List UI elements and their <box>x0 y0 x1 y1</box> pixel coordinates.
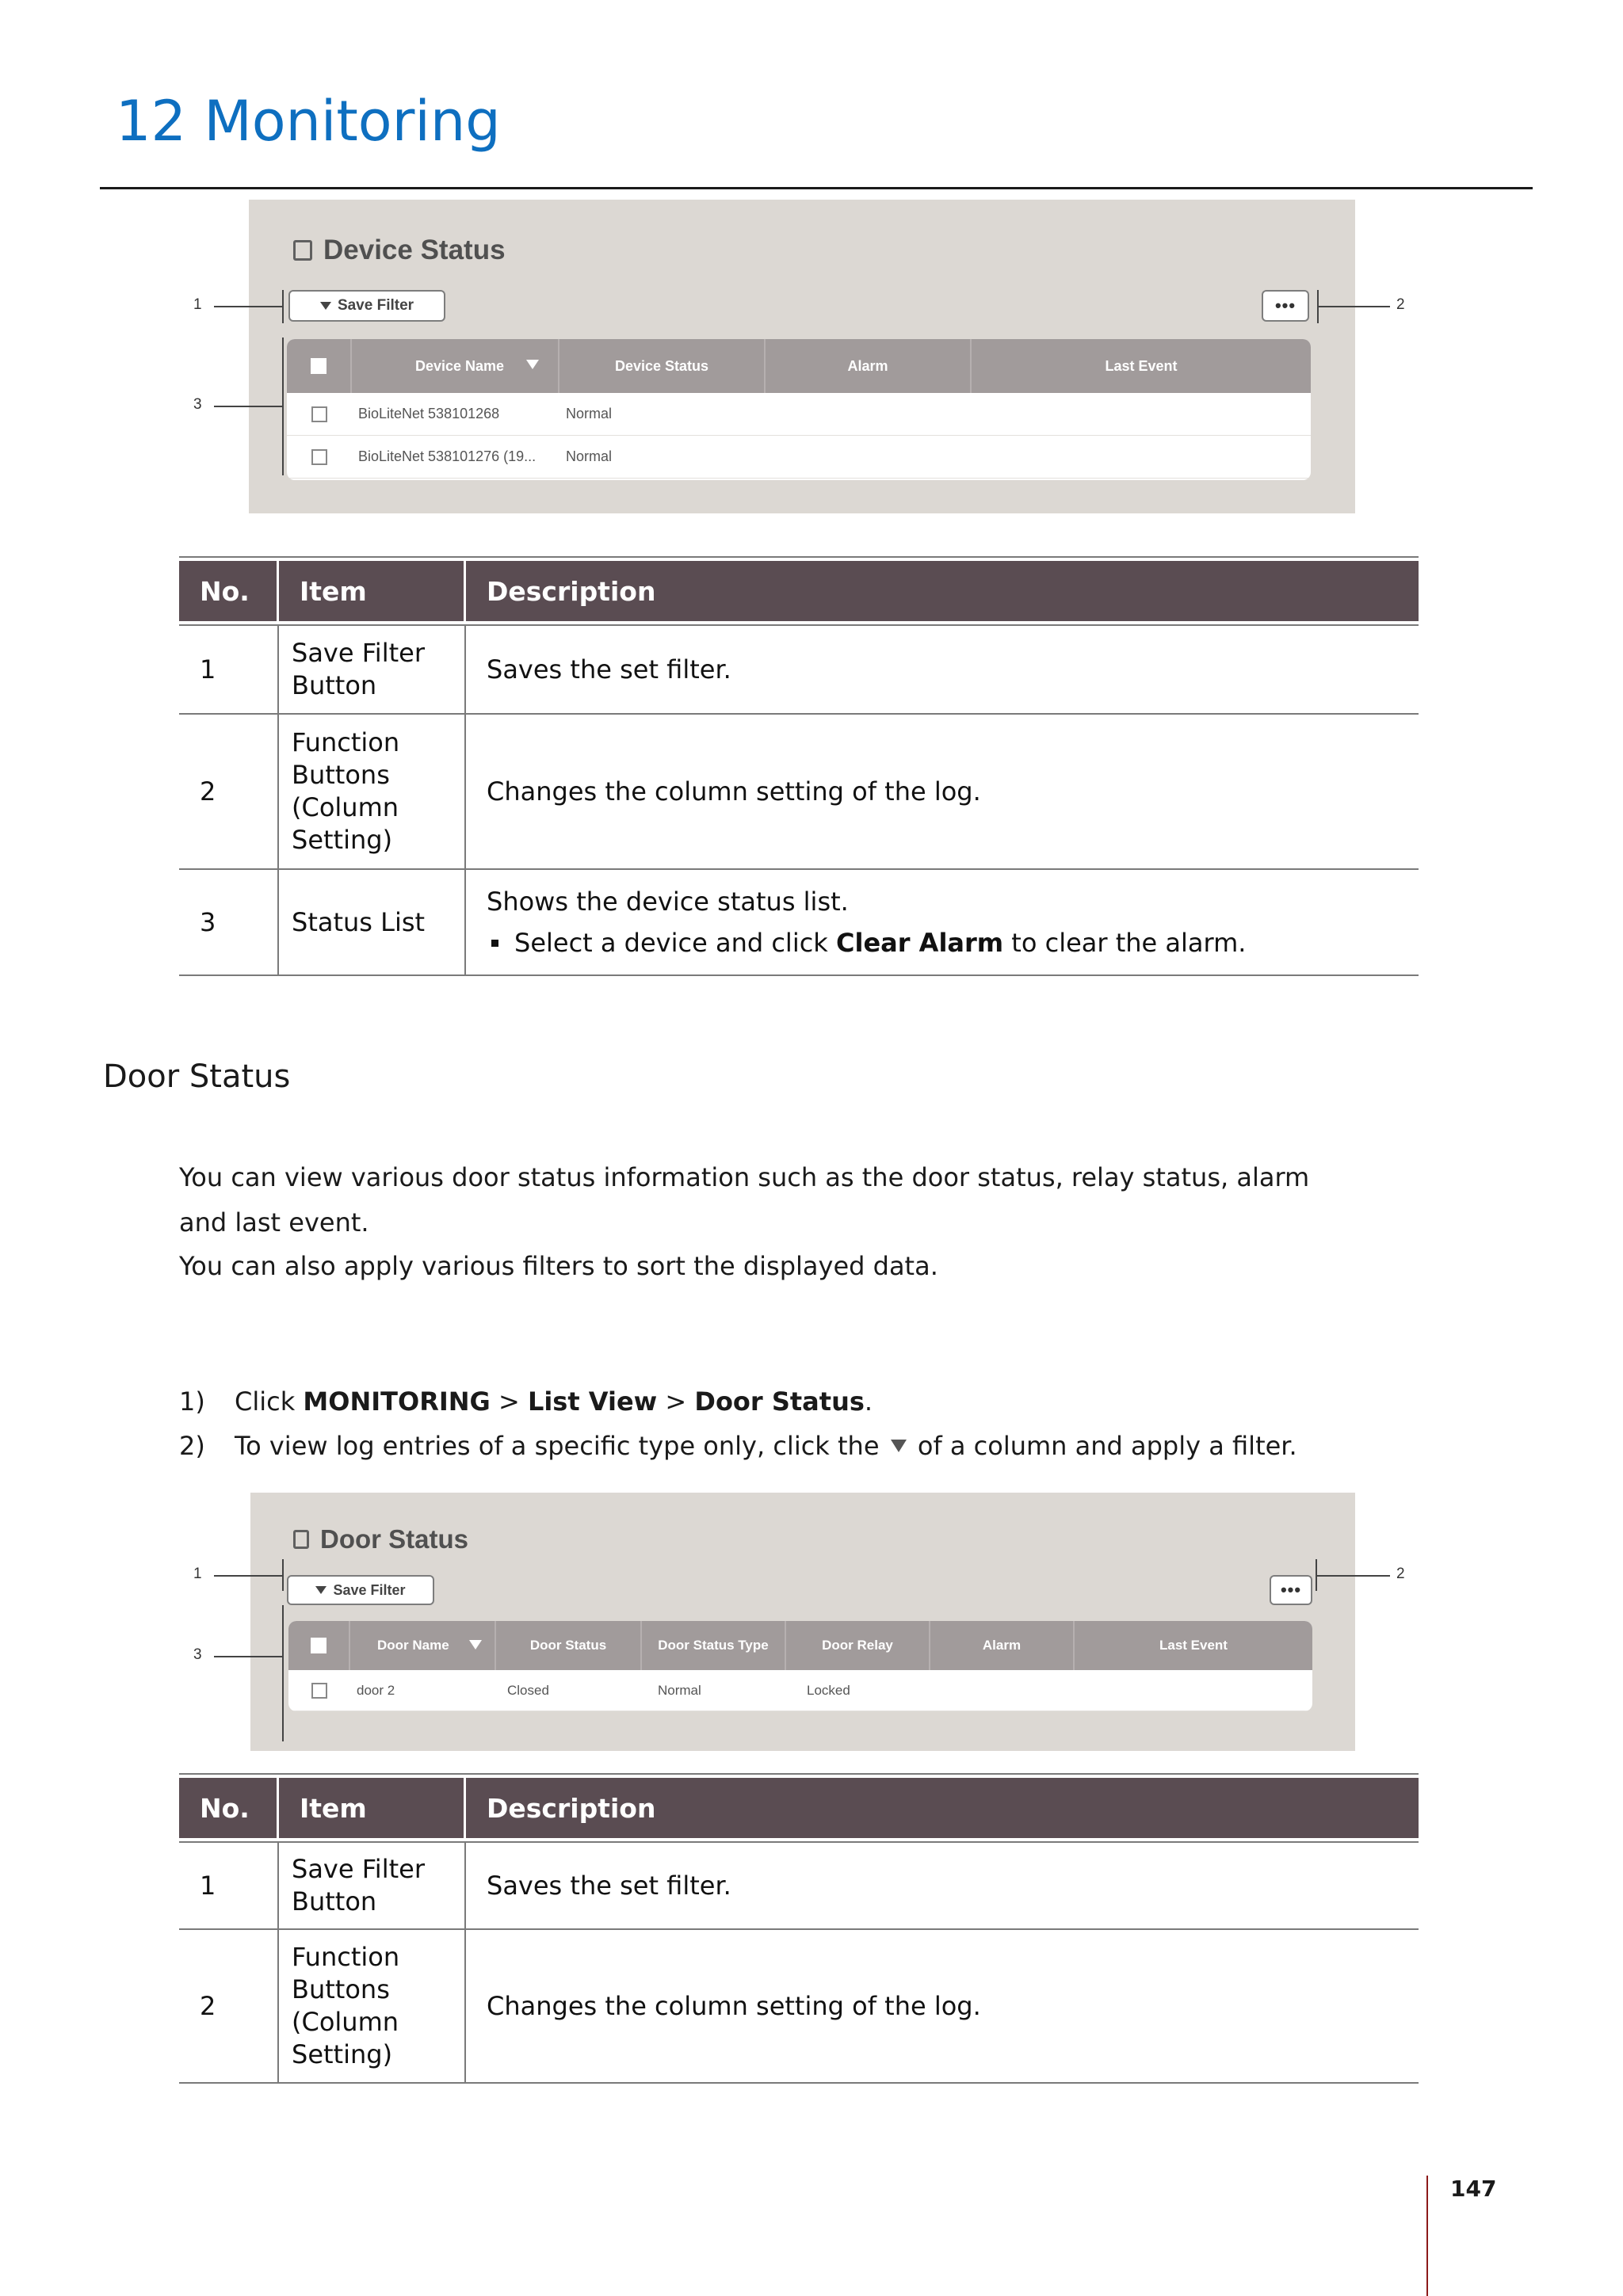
step-number: 2) <box>179 1431 205 1461</box>
step-1 <box>179 1386 873 1417</box>
row-description: Changes the column setting of the log. <box>487 776 981 807</box>
header-description: Description <box>487 575 656 607</box>
callout-3: 3 <box>193 396 202 413</box>
row-device-status: Normal <box>566 448 613 464</box>
callout-bracket <box>282 338 284 475</box>
table-row <box>179 1843 1419 1930</box>
row-device-name: BioLiteNet 538101276 (19... <box>358 448 537 464</box>
header-item: Item <box>279 1778 466 1838</box>
device-table-header <box>287 339 1311 393</box>
row-item: Function Buttons (Column Setting) <box>279 715 466 868</box>
step-separator: > <box>657 1386 695 1417</box>
door-status-title <box>293 1524 468 1554</box>
callout-line <box>214 1575 282 1577</box>
device-description-table <box>179 556 1419 976</box>
header-select-all[interactable] <box>287 339 352 393</box>
filter-icon <box>891 1440 907 1452</box>
row-description-text: Shows the device status list. <box>487 887 849 917</box>
table-row <box>179 626 1419 715</box>
step-text: Click <box>235 1386 304 1417</box>
callout-bracket <box>1316 1559 1317 1591</box>
column-label: Alarm <box>847 357 888 374</box>
row-checkbox[interactable] <box>311 406 327 422</box>
row-no: 1 <box>179 626 279 713</box>
menu-monitoring: MONITORING <box>303 1386 491 1417</box>
callout-bracket <box>282 290 284 323</box>
device-status-title <box>293 235 506 266</box>
header-no: No. <box>179 561 279 621</box>
step-2 <box>179 1431 1297 1461</box>
row-item: Save Filter Button <box>279 1843 466 1928</box>
table-row <box>179 870 1419 976</box>
table-row <box>179 1930 1419 2084</box>
column-door-status[interactable] <box>496 1621 642 1670</box>
column-door-relay[interactable] <box>786 1621 930 1670</box>
door-status-list <box>288 1621 1312 1711</box>
column-label: Door Relay <box>822 1638 893 1653</box>
callout-1: 1 <box>193 1566 202 1582</box>
table-row[interactable] <box>287 393 1311 436</box>
callout-1: 1 <box>193 296 202 313</box>
table-header <box>179 1778 1419 1838</box>
more-options-label: ••• <box>1274 296 1296 315</box>
column-filter-icon[interactable] <box>526 360 539 369</box>
save-filter-label: Save Filter <box>333 1581 406 1598</box>
door-description-table <box>179 1773 1419 2084</box>
filter-icon <box>315 1586 327 1594</box>
callout-3: 3 <box>193 1646 202 1663</box>
bullet-text-post: to clear the alarm. <box>1003 928 1247 958</box>
column-label: Door Status Type <box>658 1638 769 1653</box>
select-all-checkbox[interactable] <box>311 358 327 374</box>
callout-2: 2 <box>1396 296 1405 313</box>
device-icon <box>293 240 312 261</box>
callout-line <box>1316 1575 1390 1577</box>
step-text: To view log entries of a specific type only, click the <box>235 1431 888 1461</box>
column-last-event[interactable] <box>972 339 1311 393</box>
table-header <box>179 561 1419 621</box>
column-door-status-type[interactable] <box>642 1621 786 1670</box>
row-description: Changes the column setting of the log. <box>487 1991 981 2021</box>
row-item: Status List <box>279 870 466 974</box>
menu-list-view: List View <box>527 1386 658 1417</box>
save-filter-button[interactable] <box>288 290 445 322</box>
column-label: Alarm <box>982 1638 1022 1653</box>
device-status-screenshot <box>249 200 1355 513</box>
chapter-divider <box>100 187 1533 189</box>
filter-icon <box>320 302 331 310</box>
device-status-list <box>287 339 1311 480</box>
select-all-checkbox[interactable] <box>311 1638 327 1653</box>
column-device-status[interactable] <box>559 339 766 393</box>
row-door-status: Closed <box>507 1682 549 1698</box>
door-status-title-text: Door Status <box>320 1524 469 1554</box>
section-heading: Door Status <box>103 1058 291 1095</box>
column-label: Device Name <box>415 357 505 374</box>
row-item: Save Filter Button <box>279 626 466 713</box>
row-no: 2 <box>179 1930 279 2082</box>
column-label: Door Status <box>529 1638 607 1653</box>
column-alarm[interactable] <box>930 1621 1075 1670</box>
page-number-bar <box>1426 2176 1428 2296</box>
bullet-text-pre: Select a device and click <box>514 928 836 958</box>
more-options-label: ••• <box>1280 1580 1302 1600</box>
row-door-relay: Locked <box>807 1682 850 1698</box>
row-device-name: BioLiteNet 538101268 <box>358 406 500 421</box>
door-icon <box>293 1530 309 1549</box>
section-paragraph: You can also apply various filters to sort the displayed data. <box>179 1251 938 1281</box>
step-number: 1) <box>179 1386 205 1417</box>
save-filter-label: Save Filter <box>337 297 414 314</box>
save-filter-button[interactable] <box>287 1575 434 1605</box>
column-label: Door Name <box>377 1638 449 1653</box>
callout-line <box>1317 306 1390 307</box>
header-select-all[interactable] <box>288 1621 350 1670</box>
callout-line <box>214 1656 282 1657</box>
callout-line <box>214 406 282 407</box>
section-paragraph: You can view various door status information such as the door status, relay status, alarm and last event. <box>179 1162 1310 1238</box>
column-label: Last Event <box>1105 357 1178 374</box>
header-no: No. <box>179 1778 279 1838</box>
row-device-status: Normal <box>566 406 613 421</box>
column-alarm[interactable] <box>766 339 972 393</box>
bullet-icon <box>491 940 498 947</box>
callout-bracket <box>282 1559 284 1591</box>
header-item: Item <box>279 561 466 621</box>
row-door-name: door 2 <box>357 1682 395 1698</box>
device-status-title-text: Device Status <box>323 235 506 265</box>
column-device-name[interactable] <box>352 339 559 393</box>
step-text: of a column and apply a filter. <box>909 1431 1297 1461</box>
row-no: 2 <box>179 715 279 868</box>
row-checkbox[interactable] <box>311 449 327 465</box>
column-label: Last Event <box>1159 1638 1228 1653</box>
row-no: 3 <box>179 870 279 974</box>
more-options-button[interactable] <box>1262 290 1309 322</box>
column-label: Device Status <box>614 357 709 374</box>
callout-bracket <box>1317 290 1319 323</box>
page-number: 147 <box>1450 2176 1497 2202</box>
step-separator: > <box>490 1386 528 1417</box>
row-item: Function Buttons (Column Setting) <box>279 1930 466 2082</box>
bullet-text-bold: Clear Alarm <box>836 928 1004 958</box>
callout-line <box>214 306 282 307</box>
chapter-title: 12 Monitoring <box>116 89 501 154</box>
row-description: Saves the set filter. <box>487 654 731 685</box>
header-description: Description <box>487 1792 656 1824</box>
row-no: 1 <box>179 1843 279 1928</box>
more-options-button[interactable] <box>1270 1575 1312 1605</box>
callout-2: 2 <box>1396 1566 1405 1582</box>
row-door-status-type: Normal <box>658 1682 701 1698</box>
row-bullet <box>487 922 1246 963</box>
door-table-header <box>288 1621 1312 1670</box>
column-door-name[interactable] <box>350 1621 496 1670</box>
column-filter-icon[interactable] <box>469 1640 482 1650</box>
row-description <box>466 870 1419 974</box>
table-row[interactable] <box>287 436 1311 479</box>
table-row <box>179 715 1419 870</box>
table-top-rule <box>179 1773 1419 1775</box>
menu-door-status: Door Status <box>694 1386 865 1417</box>
row-description: Saves the set filter. <box>487 1871 731 1901</box>
column-last-event[interactable] <box>1075 1621 1312 1670</box>
door-status-screenshot <box>250 1493 1355 1751</box>
step-text: . <box>864 1386 873 1417</box>
table-row[interactable] <box>288 1670 1312 1711</box>
callout-bracket <box>282 1605 284 1741</box>
table-top-rule <box>179 556 1419 558</box>
row-checkbox[interactable] <box>311 1683 327 1699</box>
